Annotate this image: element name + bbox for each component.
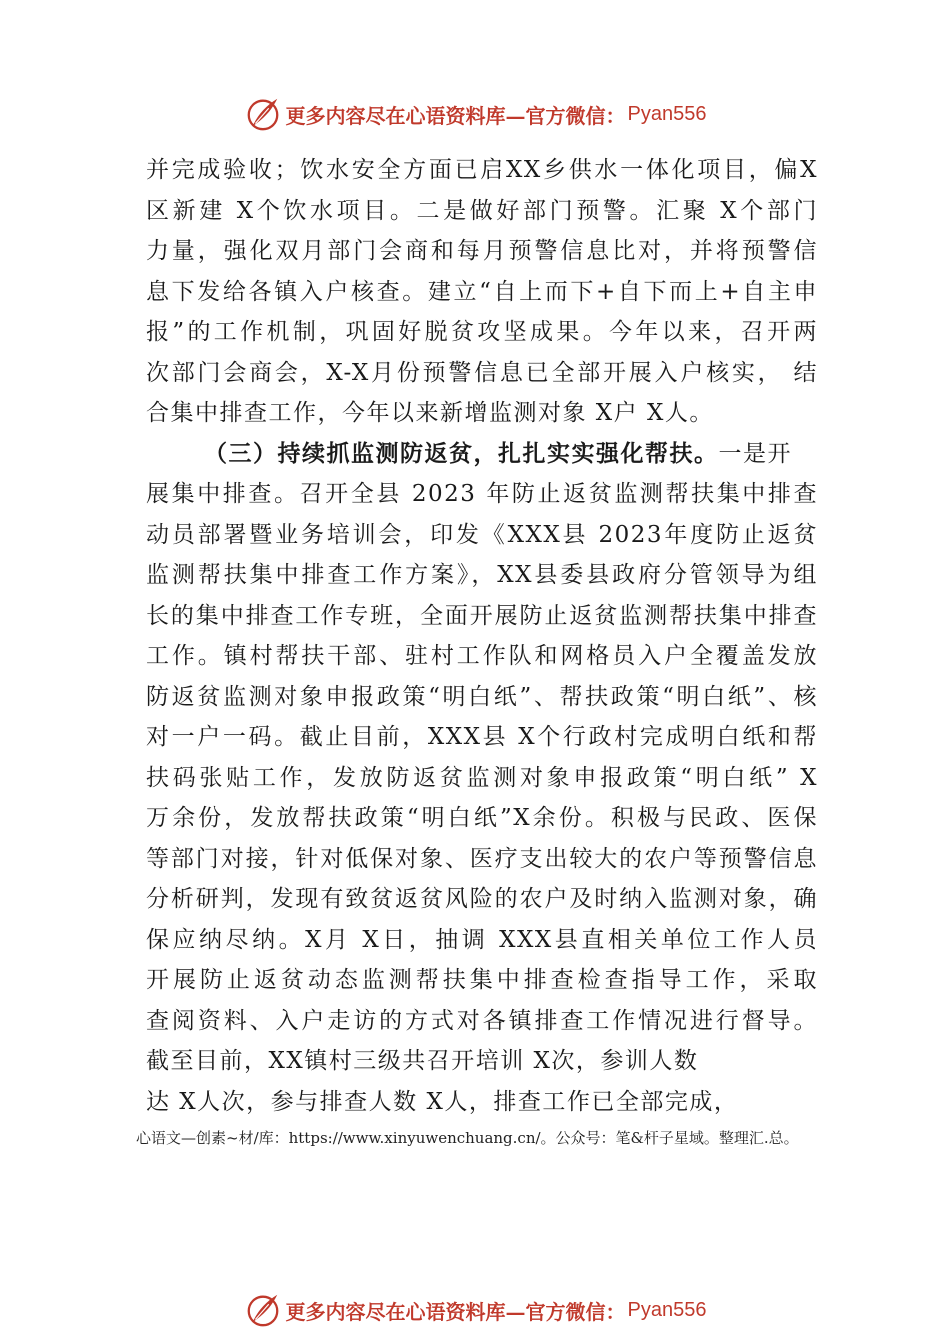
body-line: 对一户一码。截止目前，XXX县 X个行政村完成明白纸和帮 [146,724,818,750]
body-line: 并完成验收；饮水安全方面已启XX乡供水一体化项目，偏X [146,157,818,183]
body-line: 万余份，发放帮扶政策“明白纸”X余份。积极与民政、医保 [146,805,818,831]
body-line: 扶码张贴工作，发放防返贫监测对象申报政策“明白纸” X [146,764,818,791]
section-heading: （三）持续抓监测防返贫，扎扎实实强化帮扶。 [204,439,719,467]
body-line: 截至目前，XX镇村三级共召开培训 X次，参训人数 [146,1048,699,1074]
body-line: 监测帮扶集中排查工作方案》，XX县委县政府分管领导为组 [146,562,818,588]
body-line: 防返贫监测对象申报政策“明白纸”、帮扶政策“明白纸”、核 [146,683,818,710]
watermark-wechat-id: Pyan556 [627,1298,707,1321]
body-line: 展集中排查。召开全县 2023 年防止返贫监测帮扶集中排查 [146,481,818,507]
body-line: 合集中排查工作，今年以来新增监测对象 X户 X人。 [146,400,714,426]
body-line: 动员部署暨业务培训会，印发《XXX县 2023年度防止返贫 [146,521,818,548]
watermark-text: 更多内容尽在心语资料库—官方微信： [285,1299,626,1324]
body-line: 开展防止返贫动态监测帮扶集中排查检查指导工作，采取 [146,967,818,993]
watermark-text: 更多内容尽在心语资料库—官方微信： [285,103,626,128]
body-line: 次部门会商会，X-X月份预警信息已全部开展入户核实， 结 [146,359,818,386]
watermark-banner-bottom [0,1290,950,1330]
body-line: 保应纳尽纳。X月 X日，抽调 XXX县直相关单位工作人员 [146,926,818,953]
body-line: 区新建 X个饮水项目。二是做好部门预警。汇聚 X个部门 [146,197,818,224]
body-line: 息下发给各镇入户核查。建立“自上而下+自下而上+自主申 [146,278,818,305]
body-line: 长的集中排查工作专班，全面开展防止返贫监测帮扶集中排查 [146,602,818,629]
body-line: 工作。镇村帮扶干部、驻村工作队和网格员入户全覆盖发放 [146,643,818,669]
source-footnote: 心语文—创素~材/库：https://www.xinyuwenchuang.cn/。公众号：笔&杆子星域。整理汇.总。 [136,1129,799,1147]
body-line: 力量，强化双月部门会商和每月预警信息比对，并将预警信 [146,238,818,264]
quill-logo-icon [244,95,282,133]
body-line: 等部门对接，针对低保对象、医疗支出较大的农户等预警信息 [146,845,818,872]
section-heading-line [146,434,818,475]
body-line: 查阅资料、入户走访的方式对各镇排查工作情况进行督导。 [146,1007,818,1034]
section-heading-tail: 一是开 [718,440,792,467]
body-line: 达 X人次，参与排查人数 X人，排查工作已全部完成， [146,1088,739,1115]
body-line: 分析研判，发现有致贫返贫风险的农户及时纳入监测对象，确 [146,886,818,912]
watermark-banner-top [0,94,950,134]
body-line: 报”的工作机制，巩固好脱贫攻坚成果。今年以来，召开两 [146,319,818,345]
watermark-wechat-id: Pyan556 [627,102,707,125]
document-body [146,150,818,1122]
quill-logo-icon [244,1291,282,1329]
